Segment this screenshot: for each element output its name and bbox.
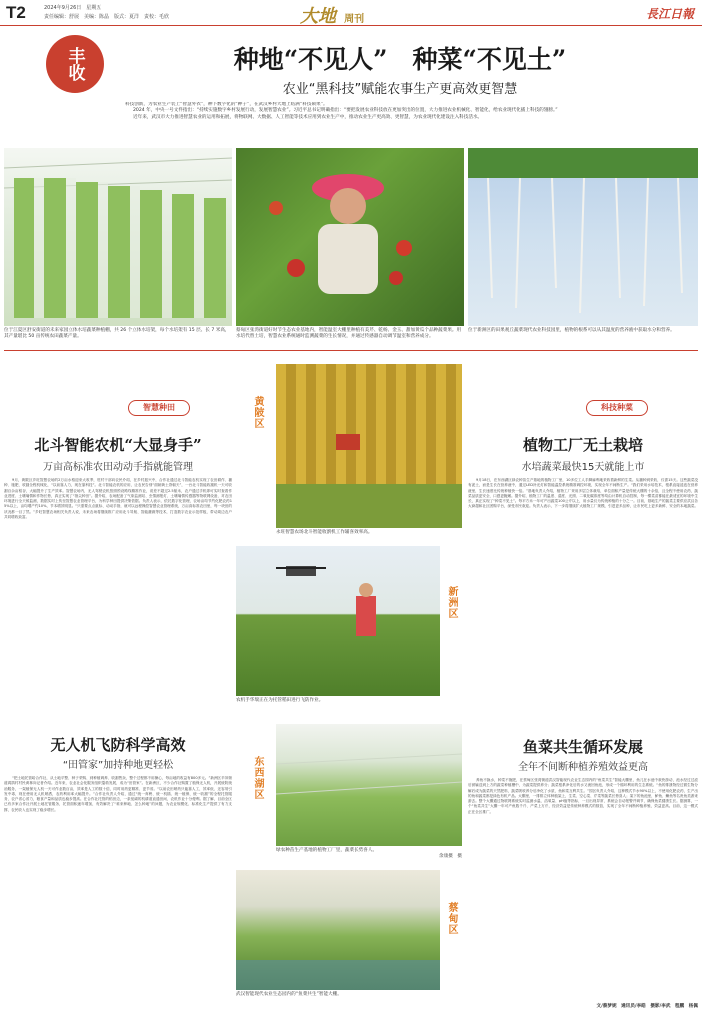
section-tag-right-label: 科技种菜 bbox=[601, 403, 633, 412]
story-drone-title: 无人机飞防科学高效 bbox=[50, 736, 186, 754]
photo-drone-spraying bbox=[236, 546, 440, 696]
photo-farmer-picking bbox=[236, 148, 464, 326]
caption-hydroponic: 位于江夏区舒安街道的未来家园立体水培蔬菜种植棚，共 26 个立体水培架，每个水培架有 15 层、长 7 米高，其产量堪比 50 亩传统农田蔬菜产量。 bbox=[4, 328, 230, 339]
intro-text bbox=[125, 102, 685, 146]
intro-p3: 近年来，武汉市大力推进智慧农业的运用和拓展，将物联网、大数据、人工智能等技术应用到农业生产中，推动农业生产更高效、更智慧，为农业现代化建设注入科技活水。 bbox=[133, 114, 483, 120]
photo-plant-factory bbox=[276, 724, 462, 846]
page-number: T2 bbox=[6, 3, 26, 22]
main-subheadline: 农业“黑科技”赋能农事生产更高效更智慧 bbox=[282, 82, 518, 97]
photo-hydroponic-racks bbox=[4, 148, 232, 326]
story-beidou-subtitle: 万亩高标准农田动动手指就能管理 bbox=[43, 462, 193, 473]
column-name: 大地 bbox=[300, 6, 336, 27]
badge-text: 丰收 bbox=[64, 47, 85, 81]
photo-credit-dongxihu: 余康摄 摄 bbox=[439, 854, 462, 859]
district-xinzhou: 新洲区 bbox=[446, 586, 457, 619]
middle-column bbox=[236, 356, 462, 1016]
section-tag-left bbox=[128, 400, 190, 416]
hydroponic-racks-illustration bbox=[4, 148, 232, 326]
harvest-field-illustration bbox=[276, 364, 462, 528]
issue-date: 2024年9月26日 星期五 bbox=[44, 5, 102, 11]
story-aquaponics-body: 养鱼不换水，种菜不施肥，在蔡甸区张湾街道武汉智能现代农业生态园内的“鱼菜共生”智能大棚里，鱼儿在水池中欢快游动，池水经过过滤后被输送到上方的蔬菜种植槽中，为蔬菜提供养分；蔬菜根系净化后的水又流回鱼池，形成一个循环利用的生态系统。“鱼的排泄物经过微生物分解后成为蔬菜的天然肥料，蔬菜吸收养分后净化了水质，鱼和菜互利共生。”园区负责人介绍，这种模式节水90%以上，不使用化肥农药，生产出的鱼和蔬菜都是绿色有机产品。大棚里，一排排立体种植架上，生菜、空心菜、芹菜等蔬菜长势喜人；架下的鱼池里，鲈鱼、鳜鱼等名贵鱼类游来游去。整个大棚通过物联网系统实时监测水温、溶氧量、pH值等指标，一旦出现异常，系统会自动报警并调节，确保鱼菜健康生长。据测算，一个“鱼菜共生”大棚一年可产鱼数千斤、产菜上万斤，经济效益是传统种养模式的数倍，实现了全年不间断种植养殖，效益更高。目前，这一模式正在全区推广。 bbox=[468, 778, 698, 814]
roots-illustration bbox=[468, 148, 698, 326]
seedling-rows-illustration bbox=[276, 724, 462, 846]
story-credit: 文/蔡梦妮 通讯员/李皓 摄影/李武 程鹏 杨佩 bbox=[596, 1004, 698, 1009]
story-drone-subtitle: “田管家”加持种地更轻松 bbox=[62, 760, 174, 771]
section-tag-right bbox=[586, 400, 648, 416]
caption-caidian: 武汉智能现代农业生态园内的“鱼菜共生”智能大棚。 bbox=[236, 992, 342, 997]
drone-illustration bbox=[236, 546, 440, 696]
right-column bbox=[468, 356, 698, 1016]
page-header bbox=[0, 0, 702, 26]
caption-dongxihu: 绿农种苗生产基地的植物工厂里，蔬菜长势喜人。 bbox=[276, 848, 378, 853]
section-rule bbox=[4, 350, 698, 351]
intro-p1: 科技创新，为农业生产装上“智慧外衣”，种下数字化的“种子”，在武汉乡村大地上结满“科技硕果”。 bbox=[125, 102, 328, 107]
caption-farmer: 蔡甸区张湾街道好时节生态农业基地内，智能温室大棚里种植有美芹、乾杨、金玉、甜加黄瓜个品种蔬菜果。用水培代替土培，智慧农业系统通时监测蔬菜的生长情况，并通过传感器自动调节温室和营养成分。 bbox=[236, 328, 462, 339]
caption-huangpi: 永旺智慧农场北斗智能收割机工作辅喜效率高。 bbox=[276, 530, 373, 535]
story-beidou-title: 北斗智能农机“大显身手” bbox=[34, 436, 202, 454]
column-title bbox=[300, 2, 364, 28]
story-plantfactory-subtitle: 水培蔬菜最快15天就能上市 bbox=[521, 462, 645, 473]
story-aquaponics-subtitle: 全年不间断种植养殖效益更高 bbox=[518, 762, 648, 773]
editors-line: 责任编辑：舒展 美编：陈晶 版式：夏洋 责校：毛欣 bbox=[44, 14, 170, 20]
aquaponics-illustration bbox=[236, 870, 440, 990]
district-dongxihu: 东西湖区 bbox=[252, 756, 263, 800]
story-beidou-body: 9月，黄陂区乡旺智慧农场的2万亩水稻迎来大收季，驻村干部向农民介绍，在乡村振兴中，合作社通过北斗智能农机实现了农田耕作、播种、施肥、收割全程机械化，“以前靠人力，现在靠科技”。北斗智能农机的应用，让农民告别“面朝黄土背朝天”，一台北斗智能收割机一天可收割百余亩稻谷，大幅提升了生产效率。智慧农场内，无人驾驶农机按照预设路线精准作业，误差不超过2.5厘米，农户通过手机即可实时查看作业进度、土壤墒情和作物长势，真正实现了“指尖种田”。据介绍，农场配备了气象监测站、虫情测报灯、土壤墒情传感器等物联网设备，对农田环境进行全天候监测，数据实时上传至智慧农业管理平台，为科学种田提供决策依据。负责人表示，依托数字化管理，农场亩均节约化肥农药15%以上，亩均增产约10%，节本增效明显。“只需要点点鼠标、动动手指，就可以远程操控智慧农业管理系统，万亩高标准农田里，每一块田的状况都一目了然。”乡旺智慧农场相关负责人说，未来农场将继续推广应用北斗导航、智能灌溉等技术，打造数字农业示范样板，带动周边农户共同增收致富。 bbox=[4, 478, 232, 520]
column-sub: 周刊 bbox=[344, 14, 365, 25]
section-tag-left-label: 智慧种田 bbox=[143, 403, 175, 412]
main-headline: 种地“不见人” 种菜“不见土” bbox=[233, 45, 567, 74]
photo-aquaponics bbox=[236, 870, 440, 990]
district-caidian: 蔡甸区 bbox=[446, 902, 457, 935]
caption-xinzhou: 农机手华瑞正在为托管稻田进行飞防作业。 bbox=[236, 698, 324, 703]
story-plantfactory-body: 9月18日，在东西湖区绿农种苗生产基地的植物工厂里，10多位工人手脚麻利地采收着新鲜的生菜。从播种到采收，仅需15天。这些蔬菜没有泥土，而是生长在营养液中，通过LED补光灯和智能温控系统精准调控环境，实现全年不间断生产。“我们采用水培技术，根系直接浸泡在营养液里，生长速度比传统种植快一倍。”基地负责人介绍，植物工厂采用多层立体栽培，单位面积产量是传统大棚的十余倍，且全程不使用农药，蔬菜品质更安全、口感更脆嫩。据介绍，植物工厂的温度、湿度、光照、二氧化碳浓度等均由计算机自动控制，每一棵菜苗都能在最适宜的环境中生长，真正实现了“种菜不见土”。每平方米一年可产出蔬菜100公斤以上，用水量仅为传统种植的十分之一。目前，基地生产的蔬菜主要供应武汉各大商超和社区团购平台，深受市民欢迎。负责人表示，下一步将继续扩大植物工厂规模，引进更多品种，让市民吃上更多新鲜、安全的本地蔬菜。 bbox=[468, 478, 698, 509]
farmer-illustration bbox=[236, 148, 464, 326]
caption-roots: 位于新洲区的田果观丘蔬菜现代农业科技园里，植物的根系可以从其温度的营养液中获取水分和营养。 bbox=[468, 328, 675, 333]
photo-beidou-harvester bbox=[276, 364, 462, 528]
story-aquaponics-title: 鱼菜共生循环发展 bbox=[522, 738, 643, 756]
left-column bbox=[4, 356, 232, 1016]
harvest-badge bbox=[46, 35, 104, 93]
district-huangpi: 黄陂区 bbox=[252, 396, 263, 429]
newspaper-logo: 長江日報 bbox=[645, 7, 694, 21]
photo-root-system bbox=[468, 148, 698, 326]
story-drone-body: “把土地托管给合作社，从土地平整、种子采购、到种植调养、收割售卖，整个过程都不用操心，每亩地的收益有800多元。”新洲区辛冲街道鸿鹄村村民黄林向记者介绍。近年来，农业社会化服务组织蓬勃发展，成为“田管家”。在新洲区，不少合作社购置了植保无人机，开展统防统治服务，一架植保无人机一天可作业数百亩，效率是人工的数十倍，同时用药更精准、更节省。“以前农田喷药只能靠人工，效率低、还容易引发中毒，现在使用无人机喷洒，农药利用率大幅提升。”合作社负责人介绍，通过“统一育秧、统一机插、统一植保、统一收割”的全程托管服务，农户省心省力，粮食产量和品质也稳步提高。在合作社托管的稻田边，一条宽阔的机耕道直通田间，农机作业十分便利。据了解，目前全区已有多家合作社开展土地托管服务，托管面积逐年增加，有效解决了“谁来种地、怎么种地”的问题，为农业规模化、标准化生产提供了有力支撑，农民收入也实现了稳步增长。 bbox=[4, 776, 232, 812]
intro-p2: 2024 年，中央一号文件指出：“持续实施数字乡村发展行动，发展智慧农业”。习近平总书记明确指出：“要把发展农业科技放在更加突出的位置，大力推进农业机械化、智能化，给农业现代化插上科技的翅膀。” bbox=[133, 108, 558, 114]
story-plantfactory-title: 植物工厂无土栽培 bbox=[522, 436, 643, 454]
